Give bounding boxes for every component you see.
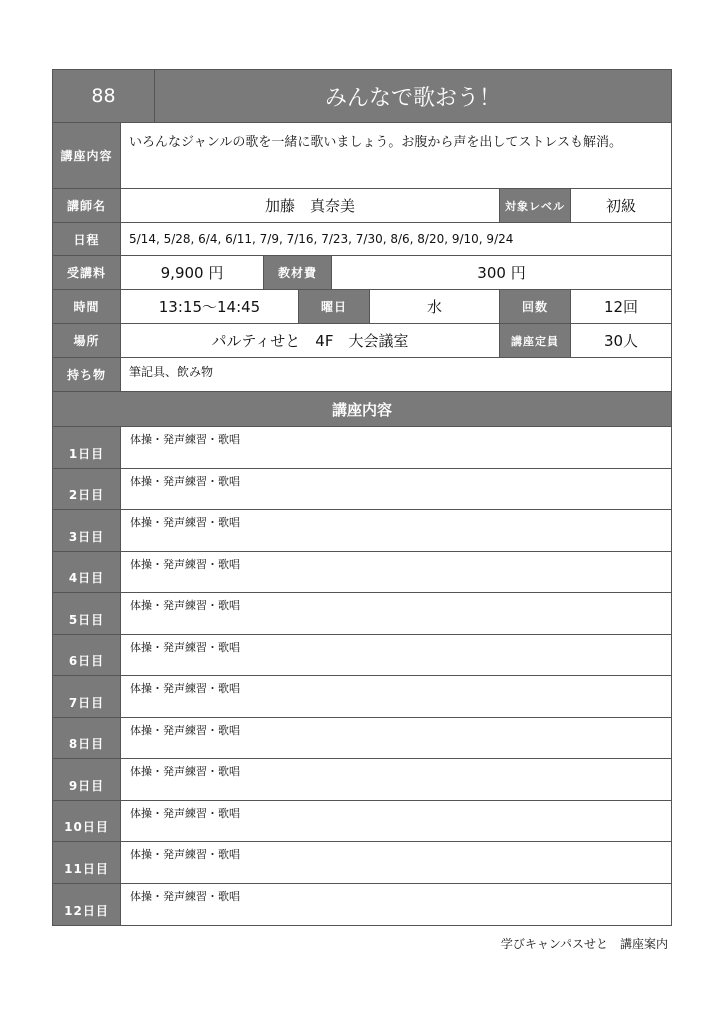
schedule-row	[53, 223, 671, 256]
session-day-label: 4日目	[53, 552, 121, 593]
session-content: 体操・発声練習・歌唱	[121, 510, 671, 551]
level-value: 初級	[571, 189, 671, 222]
weekday-value: 水	[370, 290, 500, 323]
session-day-label: 10日目	[53, 801, 121, 842]
instructor-name: 加藤 真奈美	[121, 189, 500, 222]
fee-value: 9,900 円	[121, 256, 264, 289]
instructor-label: 講師名	[53, 189, 121, 222]
session-list	[53, 427, 671, 925]
fee-row	[53, 256, 671, 290]
session-row	[53, 510, 671, 552]
session-content: 体操・発声練習・歌唱	[121, 635, 671, 676]
session-day-label: 6日目	[53, 635, 121, 676]
session-day-label: 5日目	[53, 593, 121, 634]
session-day-label: 3日目	[53, 510, 121, 551]
session-content: 体操・発声練習・歌唱	[121, 469, 671, 510]
fee-label: 受講料	[53, 256, 121, 289]
section-heading: 講座内容	[53, 392, 671, 427]
instructor-row	[53, 189, 671, 223]
belongings-value: 筆記具、飲み物	[121, 358, 671, 391]
session-row	[53, 801, 671, 843]
session-content: 体操・発声練習・歌唱	[121, 718, 671, 759]
session-day-label: 2日目	[53, 469, 121, 510]
level-label: 対象レベル	[500, 189, 571, 222]
session-row	[53, 884, 671, 926]
content-row	[53, 123, 671, 189]
material-fee-value: 300 円	[332, 256, 671, 289]
session-row	[53, 676, 671, 718]
schedule-dates: 5/14, 5/28, 6/4, 6/11, 7/9, 7/16, 7/23, 7/30, 8/6, 8/20, 9/10, 9/24	[121, 223, 671, 255]
footer-text: 学びキャンパスせと 講座案内	[500, 937, 668, 951]
session-row	[53, 427, 671, 469]
belongings-row	[53, 358, 671, 392]
session-row	[53, 718, 671, 760]
session-content: 体操・発声練習・歌唱	[121, 676, 671, 717]
session-row	[53, 842, 671, 884]
time-label: 時間	[53, 290, 121, 323]
weekday-label: 曜日	[299, 290, 370, 323]
place-value: パルティせと 4F 大会議室	[121, 324, 500, 357]
session-content: 体操・発声練習・歌唱	[121, 884, 671, 926]
session-content: 体操・発声練習・歌唱	[121, 552, 671, 593]
course-sheet	[52, 69, 672, 926]
capacity-value: 30人	[571, 324, 671, 357]
session-row	[53, 635, 671, 677]
place-label: 場所	[53, 324, 121, 357]
belongings-label: 持ち物	[53, 358, 121, 391]
session-day-label: 12日目	[53, 884, 121, 926]
session-row	[53, 469, 671, 511]
place-row	[53, 324, 671, 358]
session-day-label: 1日目	[53, 427, 121, 468]
title-row	[53, 70, 671, 123]
session-row	[53, 593, 671, 635]
content-label: 講座内容	[53, 123, 121, 188]
session-day-label: 9日目	[53, 759, 121, 800]
session-day-label: 7日目	[53, 676, 121, 717]
count-value: 12回	[571, 290, 671, 323]
session-row	[53, 759, 671, 801]
session-day-label: 11日目	[53, 842, 121, 883]
material-fee-label: 教材費	[264, 256, 332, 289]
session-content: 体操・発声練習・歌唱	[121, 593, 671, 634]
course-title: みんなで歌おう！	[324, 85, 501, 111]
course-number: 88	[53, 70, 155, 122]
session-row	[53, 552, 671, 594]
capacity-label: 講座定員	[500, 324, 571, 357]
schedule-label: 日程	[53, 223, 121, 255]
count-label: 回数	[500, 290, 571, 323]
session-content: 体操・発声練習・歌唱	[121, 759, 671, 800]
time-row	[53, 290, 671, 324]
session-content: 体操・発声練習・歌唱	[121, 427, 671, 468]
session-content: 体操・発声練習・歌唱	[121, 801, 671, 842]
time-value: 13:15～14:45	[121, 290, 299, 323]
content-text: いろんなジャンルの歌を一緒に歌いましょう。お腹から声を出してストレスも解消。	[121, 123, 671, 188]
session-content: 体操・発声練習・歌唱	[121, 842, 671, 883]
session-day-label: 8日目	[53, 718, 121, 759]
